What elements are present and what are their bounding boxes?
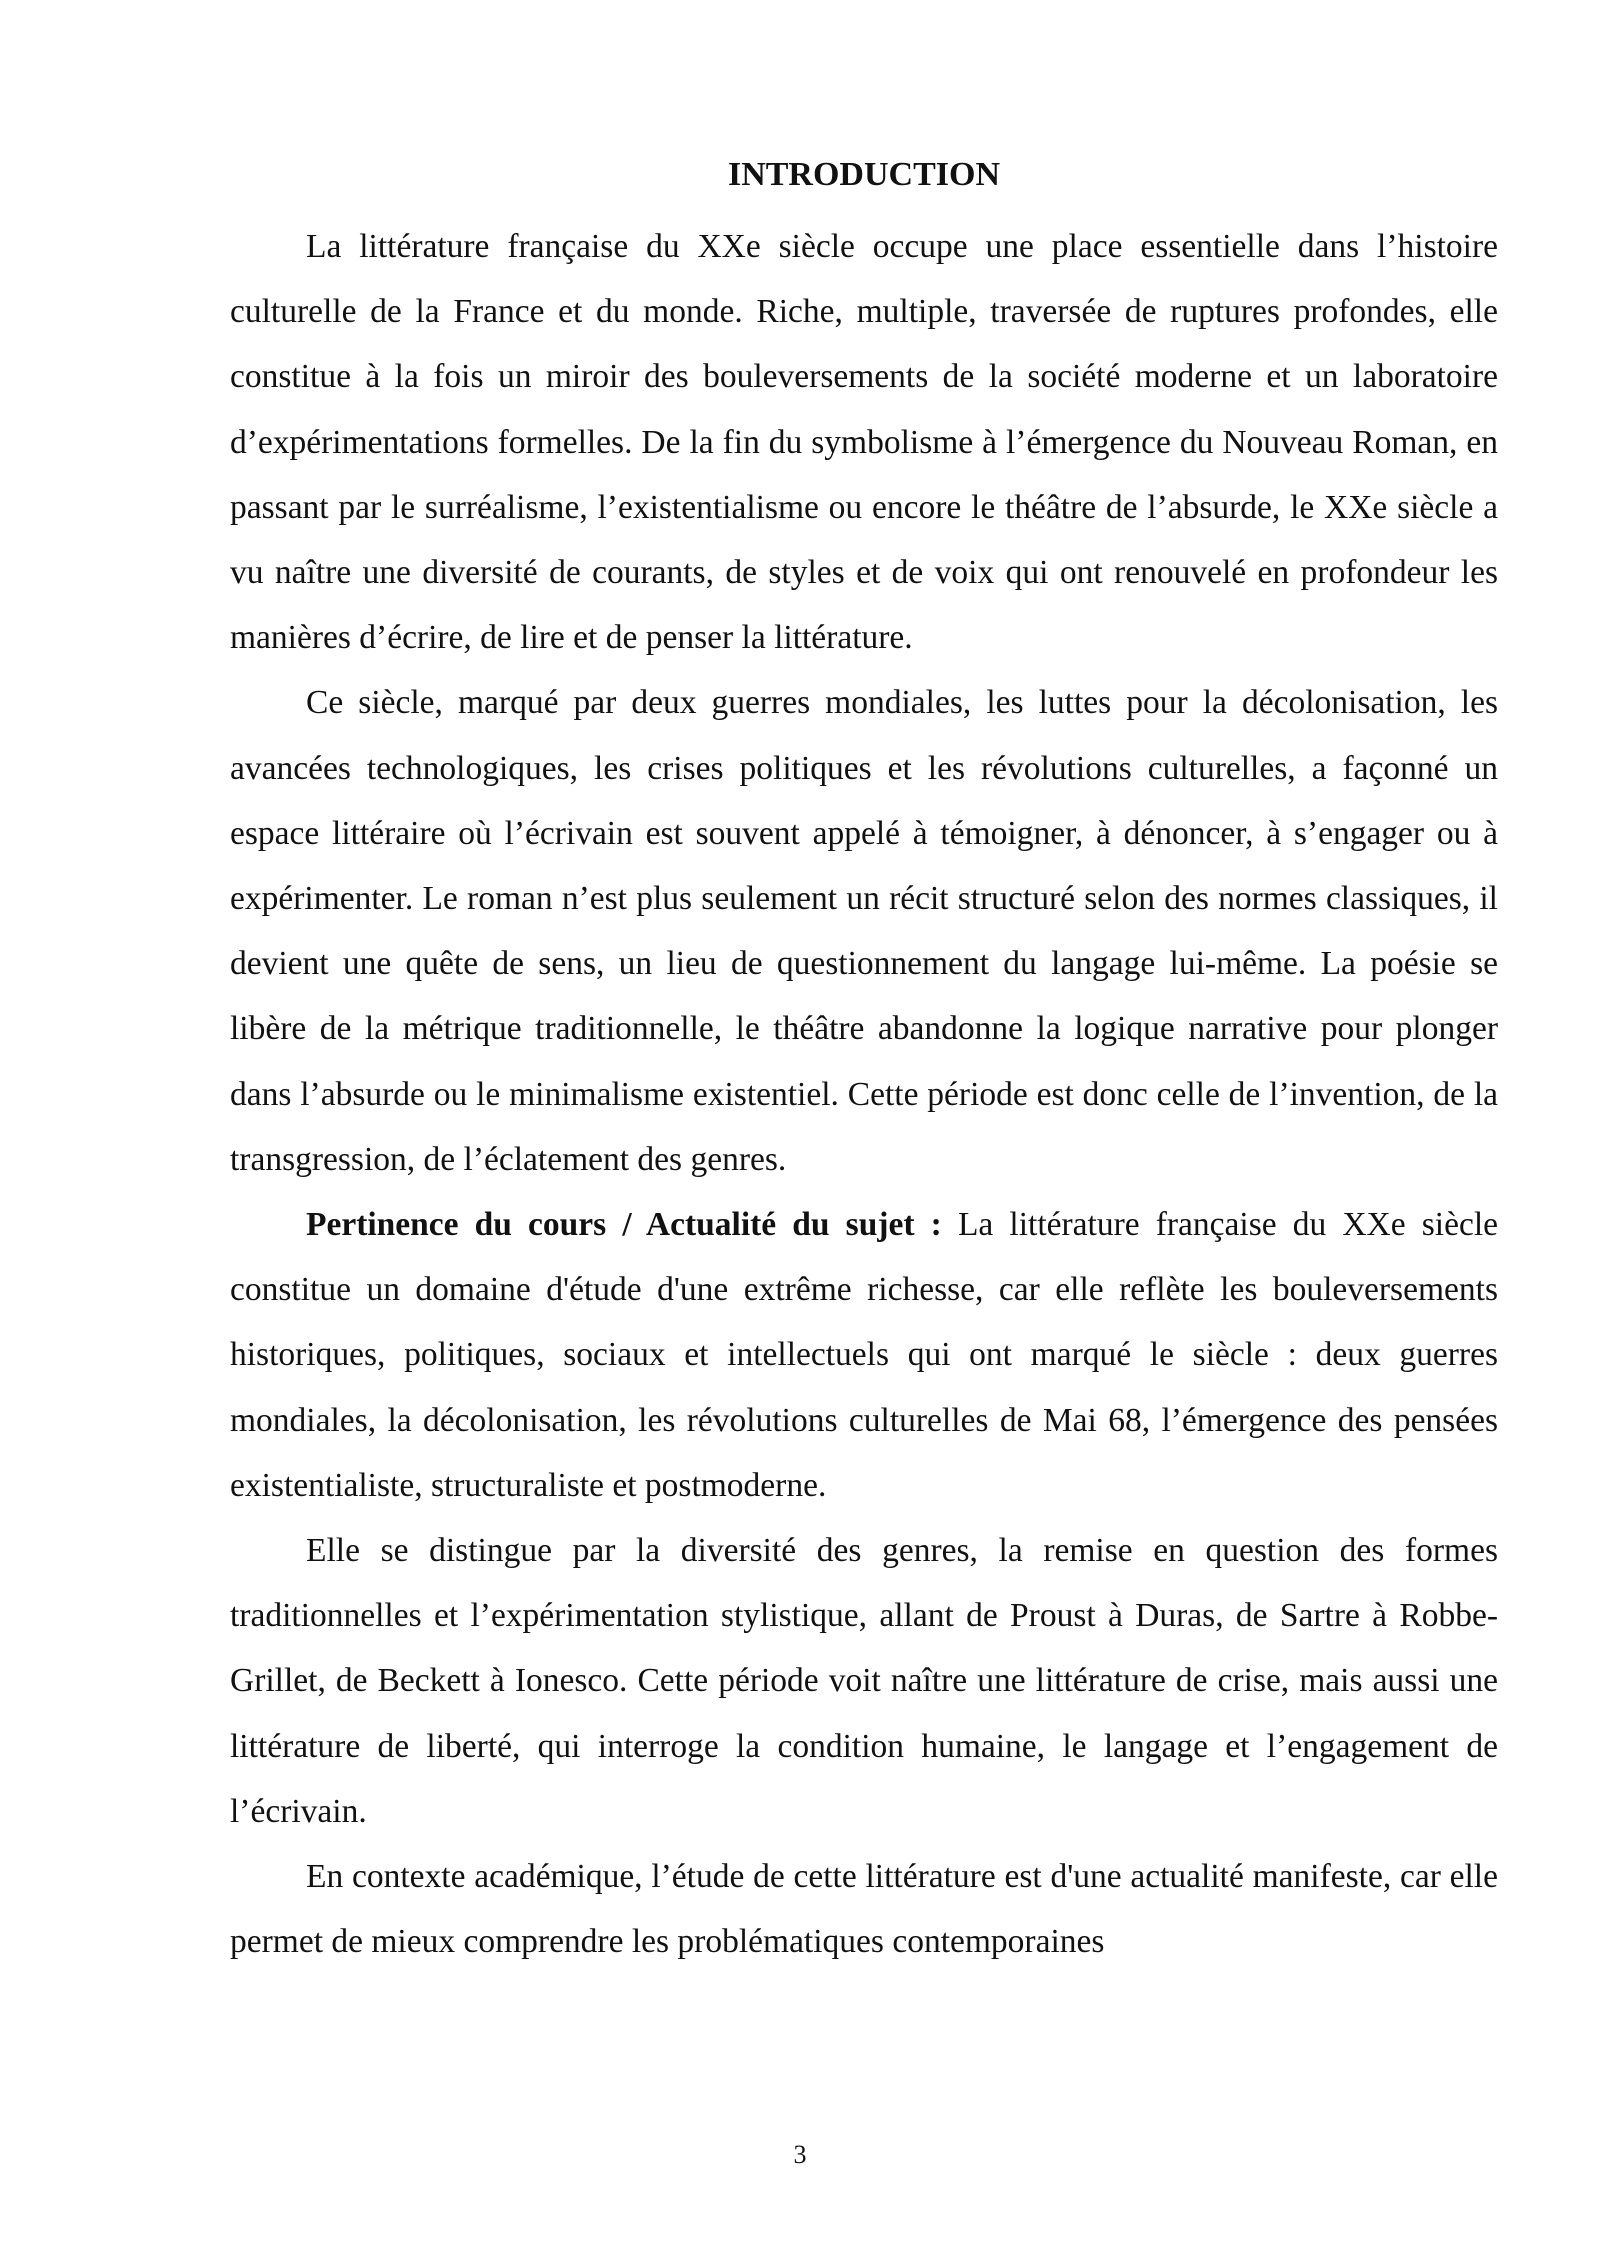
paragraph-intro: [230, 214, 1498, 670]
paragraph-diversity: [230, 1518, 1498, 1844]
page-content: [230, 150, 1498, 1974]
paragraph-context: [230, 670, 1498, 1192]
page-number: 3: [793, 2140, 807, 2169]
paragraph-academic: [230, 1844, 1498, 1974]
document-title: INTRODUCTION: [727, 156, 1001, 193]
paragraph-pertinence: [230, 1192, 1498, 1518]
paragraph-text: En contexte académique, l’étude de cette littérature est d'une actualité manifeste, car elle permet de mieux comprendre les problématiques contemporaines: [230, 1858, 1498, 1961]
paragraph-text: Elle se distingue par la diversité des genres, la remise en question des formes traditionnelles et l’expérimentation stylistique, allant de Proust à Duras, de Sartre à Robbe-Grillet, de Beckett à Ionesco. Cette période voit naître une littérature de crise, mais aussi une littérature de liberté, qui interroge la condition humaine, le langage et l’engagement de l’écrivain.: [230, 1532, 1498, 1830]
paragraph-text: La littérature française du XXe siècle occupe une place essentielle dans l’histoire culturelle de la France et du monde. Riche, multiple, traversée de ruptures profondes, elle constitue à la fois un miroir des bouleversements de la société moderne et un laboratoire d’expérimentations formelles. De la fin du symbolisme à l’émergence du Nouveau Roman, en passant par le surréalisme, l’existentialisme ou encore le théâtre de l’absurde, le XXe siècle a vu naître une diversité de courants, de styles et de voix qui ont renouvelé en profondeur les manières d’écrire, de lire et de penser la littérature.: [230, 228, 1498, 657]
paragraph-text: Ce siècle, marqué par deux guerres mondiales, les luttes pour la décolonisation, les avancées technologiques, les crises politiques et les révolutions culturelles, a façonné un espace littéraire où l’écrivain est souvent appelé à témoigner, à dénoncer, à s’engager ou à expérimenter. Le roman n’est plus seulement un récit structuré selon des normes classiques, il devient une quête de sens, un lieu de questionnement du langage lui-même. La poésie se libère de la métrique traditionnelle, le théâtre abandonne la logique narrative pour plonger dans l’absurde ou le minimalisme existentiel. Cette période est donc celle de l’invention, de la transgression, de l’éclatement des genres.: [230, 684, 1498, 1178]
paragraph-text: La littérature française du XXe siècle constitue un domaine d'étude d'une extrême richesse, car elle reflète les bouleversements historiques, politiques, sociaux et intellectuels qui ont marqué le siècle : deux guerres mondiales, la décolonisation, les révolutions culturelles de Mai 68, l’émergence des pensées existentialiste, structuraliste et postmoderne.: [230, 1206, 1499, 1504]
paragraph-lead-bold: Pertinence du cours / Actualité du sujet :: [306, 1206, 942, 1244]
